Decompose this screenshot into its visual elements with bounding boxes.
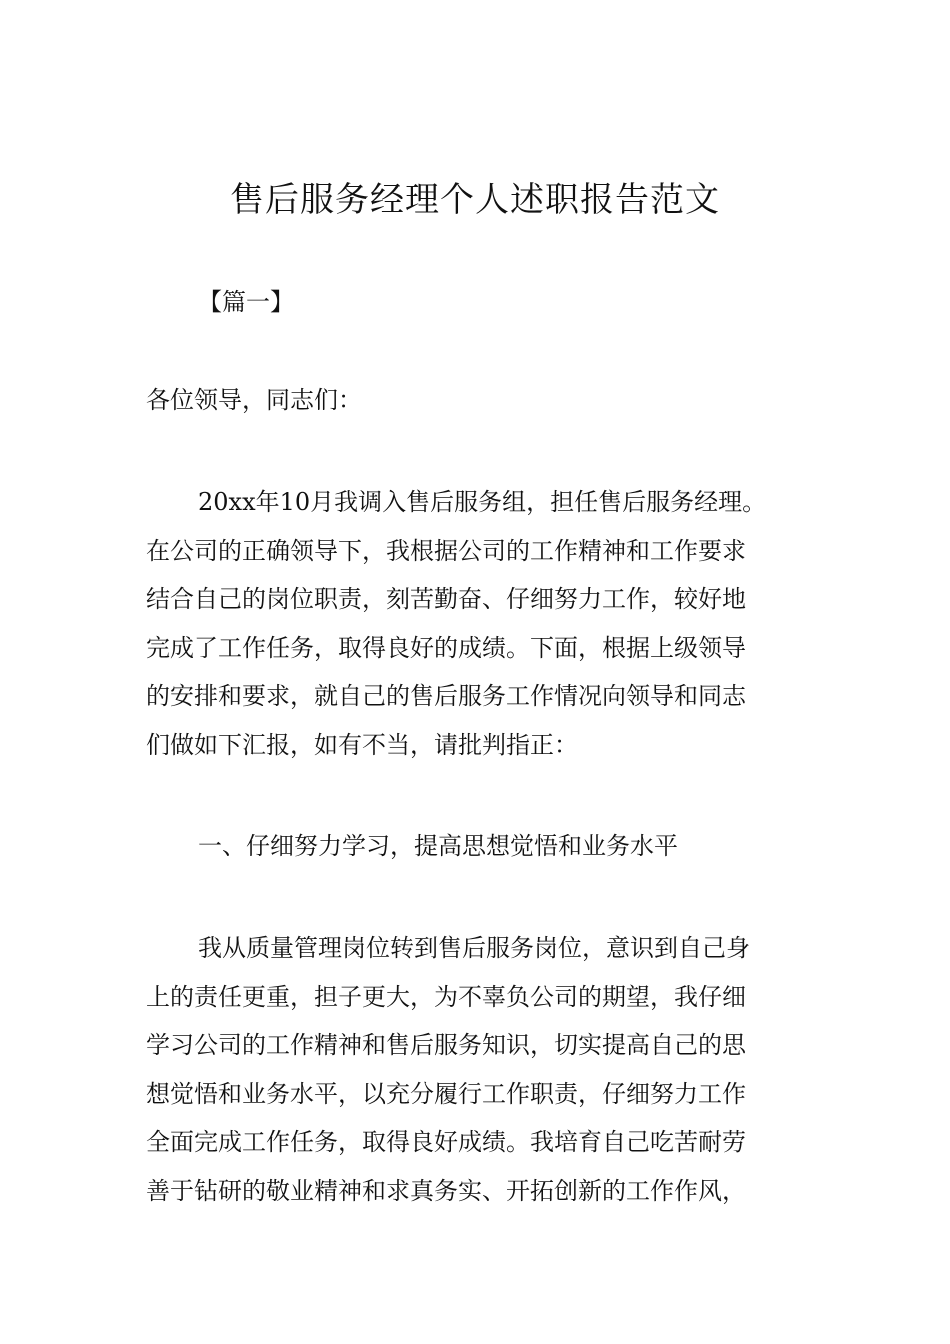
- section-heading: 一、仔细努力学习，提高思想觉悟和业务水平: [198, 832, 678, 860]
- paragraph-line: 完成了工作任务，取得良好的成绩。下面，根据上级领导: [146, 633, 746, 662]
- paragraph-intro: [146, 478, 808, 769]
- paragraph-line: 的安排和要求，就自己的售后服务工作情况向领导和同志: [146, 682, 746, 710]
- paragraph-line: 全面完成工作任务，取得良好成绩。我培育自己吃苦耐劳: [146, 1128, 746, 1156]
- greeting: 各位领导，同志们：: [146, 386, 362, 414]
- paragraph-line: 我从质量管理岗位转到售后服务岗位，意识到自己身: [198, 934, 750, 962]
- section-label: 【篇一】: [198, 288, 294, 316]
- document-title: 售后服务经理个人述职报告范文: [230, 180, 720, 220]
- paragraph-line: 善于钻研的敬业精神和求真务实、开拓创新的工作作风，: [146, 1176, 746, 1205]
- paragraph-line: 想觉悟和业务水平，以充分履行工作职责，仔细努力工作: [146, 1079, 746, 1108]
- paragraph-line: 们做如下汇报，如有不当，请批判指正：: [146, 730, 578, 759]
- paragraph-line: 在公司的正确领导下，我根据公司的工作精神和工作要求: [146, 536, 746, 565]
- paragraph-study: [146, 924, 808, 1215]
- paragraph-line: 结合自己的岗位职责，刻苦勤奋、仔细努力工作，较好地: [146, 585, 746, 613]
- paragraph-line: 学习公司的工作精神和售后服务知识，切实提高自己的思: [146, 1031, 746, 1059]
- paragraph-line: 上的责任更重，担子更大，为不辜负公司的期望，我仔细: [146, 982, 746, 1011]
- paragraph-line: 20xx年10月我调入售后服务组，担任售后服务经理。: [198, 488, 767, 516]
